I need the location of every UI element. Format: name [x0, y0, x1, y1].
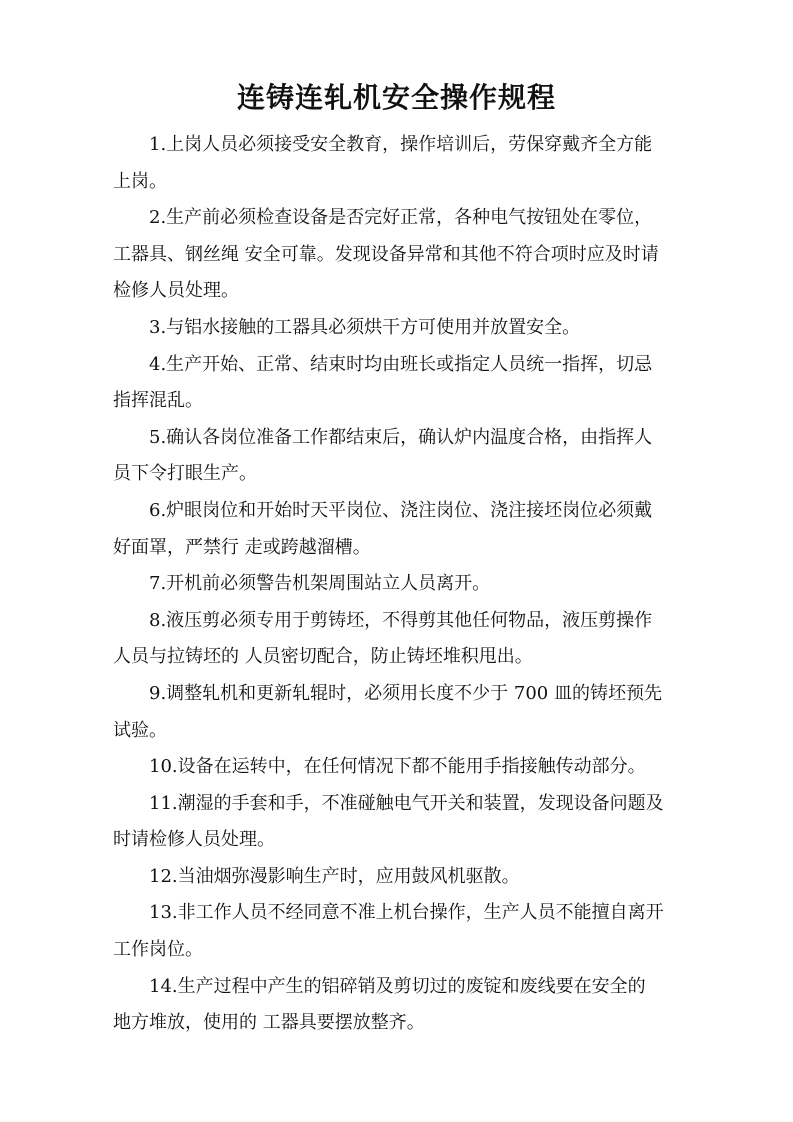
document-body	[113, 131, 693, 1046]
paragraph-line: 时请检修人员处理。	[113, 829, 275, 851]
rule-paragraph	[113, 424, 693, 497]
paragraph-line: 试验。	[113, 719, 167, 741]
paragraph-line: 工器具、钢丝绳 安全可靠。发现设备异常和其他不符合项时应及时请	[113, 243, 659, 265]
paragraph-line: 5.确认各岗位准备工作都结束后，确认炉内温度合格，由指挥人	[149, 426, 653, 448]
paragraph-line: 指挥混乱。	[113, 390, 203, 412]
rule-paragraph	[113, 497, 693, 570]
paragraph-line: 9.调整轧机和更新轧辊时，必须用长度不少于 700 皿的铸坯预先	[149, 682, 662, 704]
paragraph-line: 14.生产过程中产生的铝碎销及剪切过的废锭和废线要在安全的	[149, 975, 646, 997]
paragraph-line: 工作岗位。	[113, 939, 203, 961]
rule-paragraph	[113, 973, 693, 1046]
rule-paragraph	[113, 680, 693, 753]
paragraph-line: 11.潮湿的手套和手，不准碰触电气开关和装置，发现设备问题及	[149, 792, 664, 814]
rule-paragraph	[113, 351, 693, 424]
rule-paragraph	[113, 314, 693, 351]
paragraph-line: 2.生产前必须检查设备是否完好正常，各种电气按钮处在零位，	[149, 207, 653, 229]
document-title: 连铸连轧机安全操作规程	[236, 81, 556, 114]
rule-paragraph	[113, 607, 693, 680]
rule-paragraph	[113, 204, 693, 314]
paragraph-line: 地方堆放，使用的 工器具要摆放整齐。	[113, 1012, 425, 1034]
rule-paragraph	[113, 753, 693, 790]
rule-paragraph	[113, 131, 693, 204]
paragraph-line: 1.上岗人员必须接受安全教育，操作培训后，劳保穿戴齐全方能	[149, 134, 653, 155]
rule-paragraph	[113, 790, 693, 863]
paragraph-line: 12.当油烟弥漫影响生产时，应用鼓风机驱散。	[149, 865, 520, 887]
paragraph-line: 好面罩，严禁行 走或跨越溜槽。	[113, 536, 371, 558]
rule-paragraph	[113, 570, 693, 607]
rule-paragraph	[113, 863, 693, 900]
paragraph-line: 上岗。	[113, 170, 167, 192]
paragraph-line: 人员与拉铸坯的 人员密切配合，防止铸坯堆积甩出。	[113, 646, 533, 668]
paragraph-line: 3.与铝水接触的工器具必须烘干方可使用并放置安全。	[149, 316, 581, 338]
paragraph-line: 10.设备在运转中，在任何情况下都不能用手指接触传动部分。	[149, 756, 646, 778]
paragraph-line: 检修人员处理。	[113, 280, 239, 302]
paragraph-line: 8.液压剪必须专用于剪铸坯，不得剪其他任何物品，液压剪操作	[149, 609, 653, 631]
paragraph-line: 员下令打眼生产。	[113, 463, 257, 485]
paragraph-line: 6.炉眼岗位和开始时天平岗位、浇注岗位、浇注接坯岗位必须戴	[149, 499, 653, 521]
paragraph-line: 7.开机前必须警告机架周围站立人员离开。	[149, 573, 491, 595]
paragraph-line: 13.非工作人员不经同意不准上机台操作，生产人员不能擅自离开	[149, 902, 664, 924]
paragraph-line: 4.生产开始、正常、结束时均由班长或指定人员统一指挥，切忌	[149, 353, 653, 375]
rule-paragraph	[113, 899, 693, 972]
